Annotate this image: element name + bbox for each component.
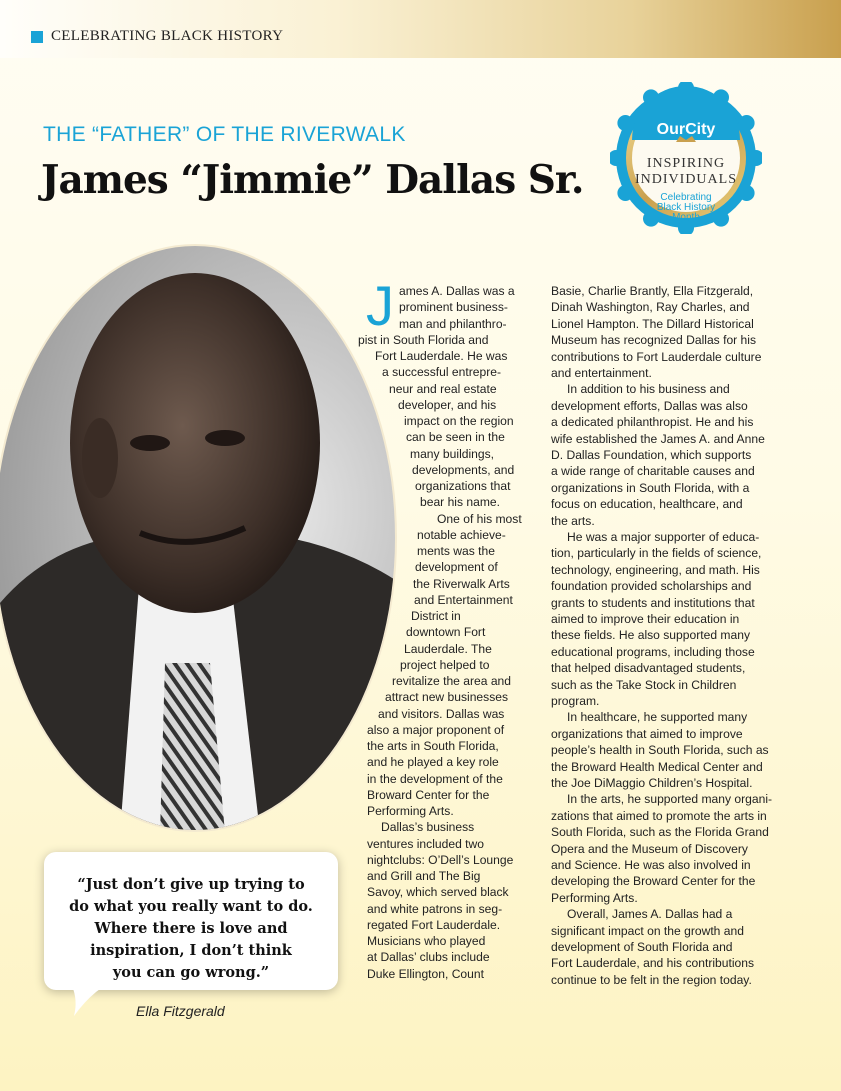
body-line: tion, particularly in the fields of science, [551,546,762,561]
article-title: James “Jimmie” Dallas Sr. [41,157,584,203]
body-line: and Grill and The Big [367,869,481,883]
body-line: foundation provided scholarships and [551,579,752,594]
body-line: D. Dallas Foundation, which supports [551,448,752,462]
body-line: the Joe DiMaggio Children’s Hospital. [551,776,753,790]
body-line: developer, and his [398,397,497,412]
body-line: Overall, James A. Dallas had a [567,907,733,922]
body-line: organizations that [415,479,511,493]
body-line: organizations that aimed to improve [551,726,743,741]
body-line: Duke Ellington, Count [367,966,484,981]
body-line: developing the Broward Center for the [551,874,756,889]
quote-bubble-tail [60,986,110,1018]
body-line: Savoy, which served black [367,885,509,900]
body-line: prominent business- [399,300,508,315]
quote-line: Where there is love and [94,920,288,937]
body-line: Lauderdale. The [404,641,492,656]
body-line: ments was the [417,544,495,558]
body-line: people’s health in South Florida, such as [551,743,769,758]
badge-brand: OurCity [656,121,716,138]
body-line: and entertainment. [551,366,652,380]
badge-text [610,82,762,234]
body-line: such as the Take Stock in Children [551,677,737,692]
body-line: Fort Lauderdale. He was [375,349,508,363]
body-line: and he played a key role [367,755,499,770]
body-line: Lionel Hampton. The Dillard Historical [551,316,754,331]
body-line: ventures included two [367,836,484,851]
body-line: program. [551,694,600,708]
body-line: developments, and [412,462,515,477]
body-line: man and philanthro- [399,316,507,331]
body-line: Performing Arts. [367,804,454,818]
article-kicker: THE “FATHER” OF THE RIVERWALK [43,123,406,146]
body-line: and Entertainment [414,592,513,607]
body-line: many buildings, [410,446,495,461]
pull-quote [44,852,338,990]
body-line: Broward Center for the [367,787,490,802]
body-line: and Science. He was also involved in [551,858,751,872]
quote-line: you can go wrong.” [112,964,270,981]
badge-line2: INDIVIDUALS [635,172,737,187]
body-line: impact on the region [404,414,514,428]
body-line: continue to be felt in the region today. [551,972,752,987]
body-line: revitalize the area and [392,674,511,688]
body-line: organizations in South Florida, with a [551,480,750,495]
body-line: contributions to Fort Lauderdale culture [551,349,762,364]
section-label: CELEBRATING BLACK HISTORY [51,28,284,44]
body-line: at Dallas’ clubs include [367,950,490,965]
body-line: aimed to improve their education in [551,612,740,626]
body-line: Fort Lauderdale, and his contributions [551,956,755,971]
body-line: In healthcare, he supported many [567,710,748,725]
body-line: Dinah Washington, Ray Charles, and [551,300,750,315]
quote-attribution: Ella Fitzgerald [136,1003,225,1019]
body-line: a wide range of charitable causes and [551,464,755,479]
body-line: nightclubs: O’Dell’s Lounge [367,852,514,867]
body-line: development efforts, Dallas was also [551,398,748,413]
body-line: attract new businesses [385,690,509,705]
body-line: focus on education, healthcare, and [551,497,743,512]
body-line: wife established the James A. and Anne [551,431,765,446]
body-line: the arts. [551,513,595,528]
badge-line1: INSPIRING [646,156,726,171]
body-line: Musicians who played [367,934,486,948]
body-line: technology, engineering, and math. His [551,562,760,577]
body-line: Basie, Charlie Brantly, Ella Fitzgerald, [551,284,754,298]
section-header [0,0,841,58]
body-line: educational programs, including those [551,644,755,659]
body-line: Opera and the Museum of Discovery [551,841,748,856]
section-square-icon [31,31,43,43]
body-line: the arts in South Florida, [367,739,499,753]
body-line: in the development of the [367,771,503,786]
body-line: neur and real estate [389,381,497,396]
portrait-photo [0,243,400,833]
body-line: a dedicated philanthropist. He and his [551,415,754,430]
body-line: the Riverwalk Arts [413,576,510,591]
body-line: In addition to his business and [567,382,730,397]
body-line: bear his name. [420,495,500,510]
body-line: Performing Arts. [551,890,638,905]
body-line: project helped to [400,657,490,672]
body-line: Dallas’s business [381,820,475,835]
body-line: and visitors. Dallas was [378,706,505,721]
drop-cap: J [366,274,394,337]
body-line: One of his most [437,511,522,526]
body-line: development of [415,560,498,575]
badge-subtitle: Celebrating Black History Month [656,192,716,223]
quote-line: “Just don’t give up trying to [77,876,305,893]
body-line: regated Fort Lauderdale. [367,917,501,932]
body-line: zations that aimed to promote the arts in [551,808,767,823]
body-line: South Florida, such as the Florida Grand [551,825,769,840]
body-line: Museum has recognized Dallas for his [551,333,757,348]
body-line: significant impact on the growth and [551,923,744,938]
body-line: pist in South Florida and [358,332,489,347]
quote-line: inspiration, I don’t think [90,942,292,959]
body-line: ames A. Dallas was a [399,284,515,298]
body-line: a successful entrepre- [382,365,501,380]
body-line: can be seen in the [406,430,505,445]
body-line: also a major proponent of [367,722,505,737]
body-line: grants to students and institutions that [551,595,755,610]
quote-line: do what you really want to do. [69,898,313,915]
body-line: downtown Fort [406,625,486,640]
body-line: the Broward Health Medical Center and [551,759,763,774]
body-line: that helped disadvantaged students, [551,661,746,676]
body-line: notable achieve- [417,527,506,542]
body-line: development of South Florida and [551,940,733,954]
body-line: In the arts, he supported many organi- [567,792,773,807]
body-line: and white patrons in seg- [367,901,503,916]
body-line: He was a major supporter of educa- [567,530,760,544]
body-line: these fields. He also supported many [551,628,750,643]
body-line: District in [411,609,461,623]
